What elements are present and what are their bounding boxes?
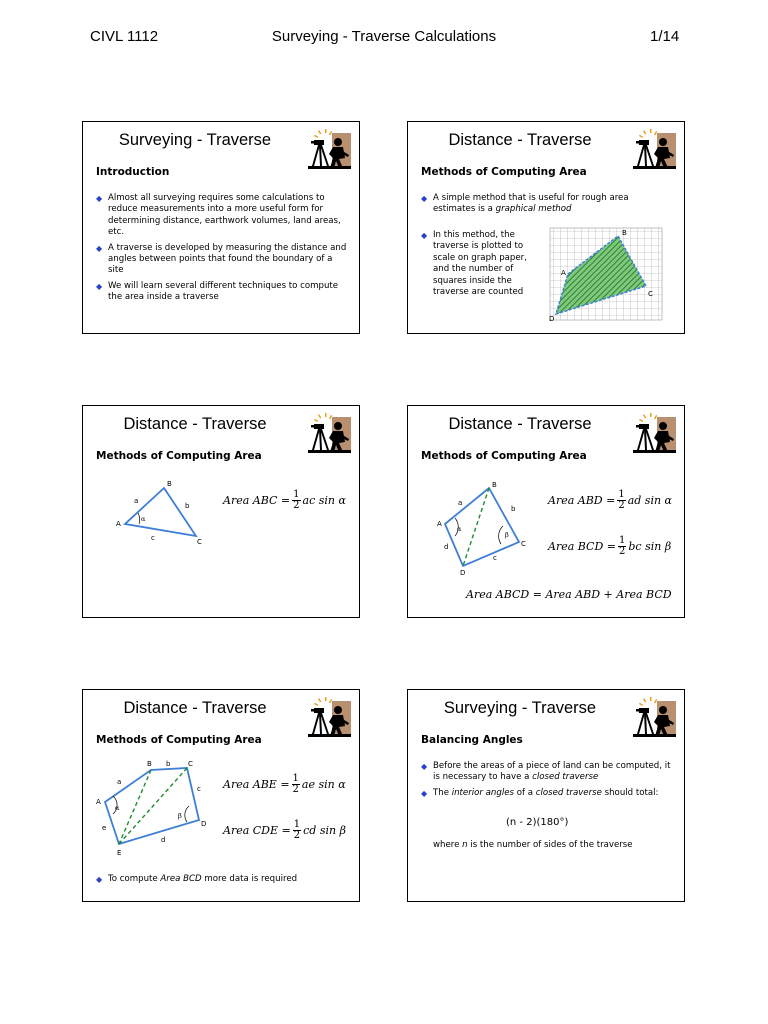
svg-text:e: e [102,824,107,832]
slide-title: Distance - Traverse [123,415,267,433]
svg-text:C: C [188,760,193,768]
document-title: Surveying - Traverse Calculations [271,28,497,45]
svg-text:D: D [549,315,555,323]
svg-text:b: b [511,505,516,513]
slide-pentagon-area [82,689,360,902]
slide-graphical-method [407,121,685,334]
diamond-bullet-icon: ◆ [96,194,103,203]
svg-text:A: A [437,520,442,528]
surveyor-tripod-logo-icon [630,412,678,456]
list-item: ◆ We will learn several different techniques to compute the area inside a traverse [96,280,339,303]
svg-text:C: C [197,538,202,546]
svg-text:c: c [197,785,201,793]
pentagon-abcde-figure [91,758,216,860]
slide-title: Distance - Traverse [448,415,592,433]
svg-text:A: A [96,798,101,806]
formula-area-abc: Area ABC = $\frac{1}{2}$ ac sin α [223,489,346,511]
slide-subtitle: Methods of Computing Area [421,450,587,462]
graph-paper-traverse-figure [546,224,664,324]
svg-text:b: b [185,502,190,510]
svg-text:D: D [201,820,207,828]
list-item: ◆ A traverse is developed by measuring the distance and angles between points that found the boundary of a site [96,242,347,276]
svg-text:d: d [161,836,166,844]
svg-text:d: d [444,543,449,551]
diamond-bullet-icon: ◆ [421,231,428,240]
slide-triangle-area [82,405,360,618]
svg-text:D: D [460,569,466,577]
svg-text:b: b [166,760,171,768]
svg-text:a: a [117,778,122,786]
surveyor-tripod-logo-icon [630,128,678,172]
page-number: 1/14 [650,28,680,45]
bullet-list [421,230,533,302]
bullet-list [96,193,348,308]
list-item: ◆ In this method, the traverse is plotted to scale on graph paper, and the number of squares inside the traverse are counted [421,230,527,298]
surveyor-tripod-logo-icon [305,412,353,456]
svg-text:β: β [178,812,182,820]
svg-text:a: a [458,499,463,507]
formula-area-bcd: Area BCD = $\frac{1}{2}$ bc sin β [548,535,672,557]
formula-area-abe: Area ABE = $\frac{1}{2}$ ae sin α [223,773,346,795]
slide-quadrilateral-area [407,405,685,618]
bullet-list [421,193,673,220]
formula-area-abcd: Area ABCD = Area ABD + Area BCD [466,588,672,601]
list-item: ◆ A simple method that is useful for rough area estimates is a graphical method [421,193,629,215]
svg-text:α: α [141,515,146,523]
slide-introduction [82,121,360,334]
surveyor-tripod-logo-icon [305,128,353,172]
slide-subtitle: Introduction [96,166,170,178]
slide-title: Distance - Traverse [448,131,592,149]
diamond-bullet-icon: ◆ [96,243,103,253]
svg-text:C: C [648,290,653,298]
list-item: ◆ To compute Area BCD more data is required [96,874,298,884]
svg-text:B: B [147,760,152,768]
slide-balancing-angles [407,689,685,902]
slide-title: Surveying - Traverse [443,699,597,717]
list-item: ◆ Almost all surveying requires some calculations to reduce measurements into a more useful form for determining distance, earthwork volumes, land areas, etc. [96,193,341,238]
bullet-list [421,761,673,803]
list-item: ◆ The interior angles of a closed traverse should total: [421,787,659,798]
triangle-abc-figure [108,476,223,551]
svg-text:C: C [521,540,526,548]
svg-text:β: β [505,531,509,539]
svg-text:B: B [167,480,172,488]
list-item: ◆ Before the areas of a piece of land can be computed, it is necessary to have a closed traverse [421,761,671,783]
diamond-bullet-icon: ◆ [421,194,428,203]
diamond-bullet-icon: ◆ [96,281,103,291]
diamond-bullet-icon: ◆ [421,762,428,771]
bullet-list [96,874,348,889]
surveyor-tripod-logo-icon [630,696,678,740]
svg-text:B: B [622,229,627,237]
where-note: where n is the number of sides of the traverse [433,840,633,850]
svg-text:A: A [561,269,566,277]
svg-text:A: A [116,520,121,528]
slide-subtitle: Balancing Angles [421,734,523,746]
quadrilateral-abcd-figure [433,478,553,578]
formula-area-abd: Area ABD = $\frac{1}{2}$ ad sin α [548,489,672,511]
svg-text:c: c [493,554,497,562]
svg-text:E: E [117,849,122,857]
diamond-bullet-icon: ◆ [421,788,428,798]
slide-subtitle: Methods of Computing Area [96,450,262,462]
slide-title: Distance - Traverse [123,699,267,717]
slide-title: Surveying - Traverse [118,131,272,149]
formula-area-cde: Area CDE = $\frac{1}{2}$ cd sin β [223,819,346,841]
svg-text:a: a [134,497,139,505]
svg-text:α: α [457,525,462,533]
course-code: CIVL 1112 [90,28,159,45]
interior-angle-formula: (n - 2)(180°) [506,817,569,828]
diamond-bullet-icon: ◆ [96,875,103,884]
svg-text:α: α [115,804,120,812]
slide-subtitle: Methods of Computing Area [421,166,587,178]
slide-subtitle: Methods of Computing Area [96,734,262,746]
surveyor-tripod-logo-icon [305,696,353,740]
svg-text:c: c [151,534,155,542]
svg-text:B: B [492,481,497,489]
